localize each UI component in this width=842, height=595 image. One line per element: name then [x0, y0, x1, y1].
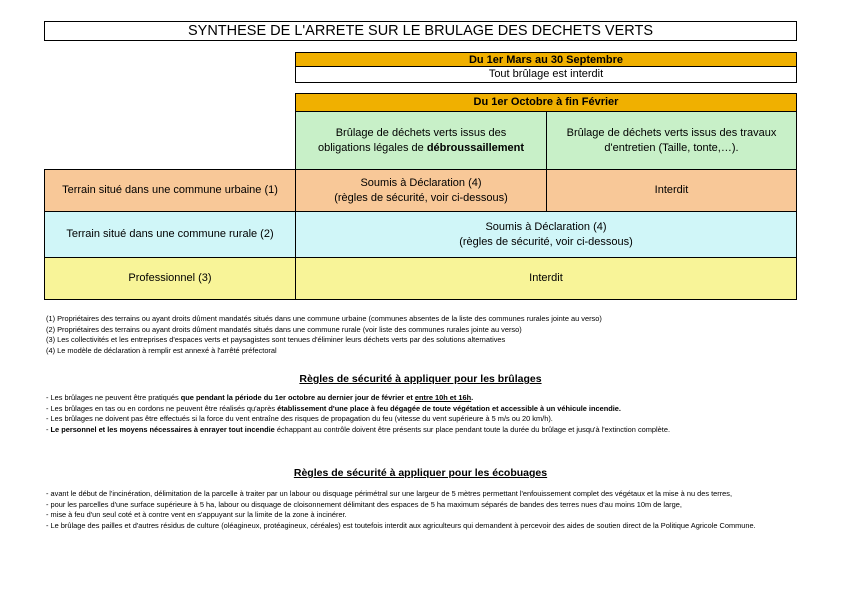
- rule-item: - Le brûlage des pailles et d'autres résidus de culture (oléagineux, protéagineux, céréales) est toutefois interdit aux agriculteurs qui demandent à percevoir des aides de soutien direct de la Politique Agricole Commune.: [46, 520, 756, 530]
- col1-line1: Brûlage de déchets verts issus des: [335, 126, 507, 139]
- col1-line2: obligations légales de débroussaillement: [317, 141, 525, 154]
- rule-item: - Les brûlages ne doivent pas être effectués si la force du vent entraîne des risques de propagation du feu (vitesse du vent supérieure à 5 m/s ou 20 km/h).: [46, 414, 553, 423]
- ecobuage-rules: [46, 489, 798, 531]
- rule-item: - avant le début de l'incinération, délimitation de la parcelle à traiter par un labour ou disquage périmétral sur une largeur de 5 mètres permettant l'enfouissement complet des végétaux et la mise à nu des terres,: [46, 489, 733, 498]
- period1-header: Du 1er Mars au 30 Septembre: [295, 52, 797, 67]
- urban-debroussaillement-cell: [295, 169, 547, 212]
- rule-item: - mise à feu d'un seul coté et à contre vent en s'appuyant sur la limite de la zone à incinérer.: [46, 510, 347, 519]
- urban-col1-line2: (règles de sécurité, voir ci-dessous): [334, 191, 508, 204]
- row-label-professional: Professionnel (3): [44, 257, 296, 300]
- rule-item: - Les brûlages ne peuvent être pratiqués que pendant la période du 1er octobre au dernier jour de février et entre 10h et 16h.: [46, 393, 474, 402]
- rural-line2: (règles de sécurité, voir ci-dessous): [459, 235, 633, 248]
- page-title: SYNTHESE DE L'ARRETE SUR LE BRULAGE DES DECHETS VERTS: [44, 21, 797, 41]
- period2-header: Du 1er Octobre à fin Février: [295, 93, 797, 112]
- urban-entretien-cell: Interdit: [546, 169, 797, 212]
- rule-item: - Le personnel et les moyens nécessaires à enrayer tout incendie échappant au contrôle doivent être présents sur place pendant toute la durée du brûlage et jusqu'à l'extinction complète.: [46, 424, 670, 434]
- column-header-entretien: Brûlage de déchets verts issus des travaux d'entretien (Taille, tonte,…).: [546, 111, 797, 170]
- burning-rules: [46, 393, 798, 435]
- rural-value-cell: [295, 211, 797, 258]
- footnotes: [46, 314, 806, 356]
- footnote: (3) Les collectivités et les entreprises d'espaces verts et paysagistes sont tenues d'éliminer leurs déchets verts par des solutions alternatives: [46, 335, 506, 344]
- rule-item: - pour les parcelles d'une surface supérieure à 5 ha, labour ou disquage de cloisonnement délimitant des espaces de 5 ha maximum séparés de bandes des terres nues d'au moins 10m de large,: [46, 499, 682, 509]
- row-label-rural: Terrain situé dans une commune rurale (2): [44, 211, 296, 258]
- footnote: (2) Propriétaires des terrains ou ayant droits dûment mandatés situés dans une commune rurale (voir liste des communes rurales jointe au verso): [46, 324, 522, 334]
- column-header-debroussaillement: [295, 111, 547, 170]
- burning-rules-title: Règles de sécurité à appliquer pour les brûlages: [299, 373, 542, 385]
- footnote: (1) Propriétaires des terrains ou ayant droits dûment mandatés situés dans une commune urbaine (communes absentes de la liste des communes rurales jointe au verso): [46, 314, 602, 323]
- footnote: (4) Le modèle de déclaration à remplir est annexé à l'arrêté préfectoral: [46, 345, 277, 355]
- urban-col1-line1: Soumis à Déclaration (4): [360, 176, 482, 189]
- rural-line1: Soumis à Déclaration (4): [485, 220, 607, 233]
- professional-value-cell: Interdit: [295, 257, 797, 300]
- row-label-urban: Terrain situé dans une commune urbaine (1): [44, 169, 296, 212]
- rule-item: - Les brûlages en tas ou en cordons ne peuvent être réalisés qu'après établissement d'une place à feu dégagée de toute végétation et accessible à un véhicule incendie.: [46, 403, 621, 413]
- period1-rule: Tout brûlage est interdit: [295, 66, 797, 83]
- ecobuage-rules-title: Règles de sécurité à appliquer pour les écobuages: [293, 467, 548, 479]
